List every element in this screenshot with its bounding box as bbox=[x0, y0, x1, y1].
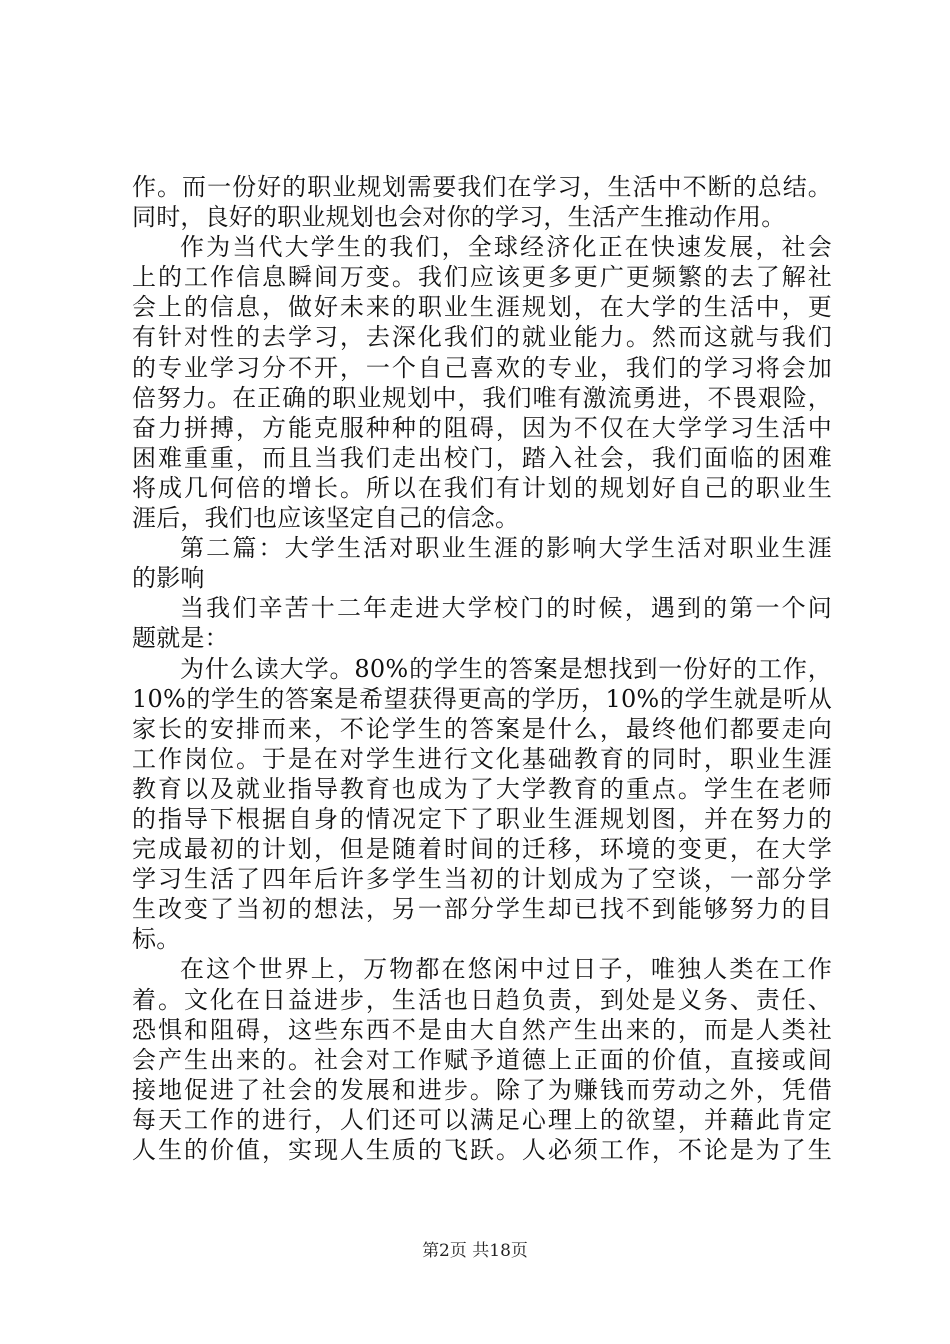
section-heading-line: 的影响 bbox=[132, 564, 205, 593]
text-line: 家长的安排而来，不论学生的答案是什么，最终他们都要走向 bbox=[132, 714, 832, 743]
text-line: 同时，良好的职业规划也会对你的学习，生活产生推动作用。 bbox=[132, 203, 786, 232]
text-line: 上的工作信息瞬间万变。我们应该更多更广更频繁的去了解社 bbox=[132, 263, 832, 292]
page-number-footer: 第2页 共18页 bbox=[422, 1241, 528, 1261]
text-line: 人生的价值，实现人生质的飞跃。人必须工作，不论是为了生 bbox=[132, 1136, 832, 1164]
text-line: 会产生出来的。社会对工作赋予道德上正面的价值，直接或间 bbox=[132, 1045, 832, 1074]
text-line: 学习生活了四年后许多学生当初的计划成为了空谈，一部分学 bbox=[132, 865, 832, 894]
text-line: 倍努力。在正确的职业规划中，我们唯有激流勇进，不畏艰险， bbox=[132, 383, 832, 412]
text-line: 的指导下根据自身的情况定下了职业生涯规划图，并在努力的 bbox=[132, 804, 832, 833]
text-line: 的专业学习分不开，一个自己喜欢的专业，我们的学习将会加 bbox=[132, 353, 832, 382]
text-line: 恐惧和阻碍，这些东西不是由大自然产生出来的，而是人类社 bbox=[132, 1015, 832, 1044]
text-line: 标。 bbox=[132, 925, 181, 954]
text-line: 生改变了当初的想法，另一部分学生却已找不到能够努力的目 bbox=[132, 895, 832, 924]
text-line: 当我们辛苦十二年走进大学校门的时候，遇到的第一个问 bbox=[180, 594, 832, 623]
text-line: 困难重重，而且当我们走出校门，踏入社会，我们面临的困难 bbox=[132, 443, 832, 472]
text-line: 有针对性的去学习，去深化我们的就业能力。然而这就与我们 bbox=[132, 323, 832, 352]
text-line: 涯后，我们也应该坚定自己的信念。 bbox=[132, 504, 520, 533]
text-line: 10%的学生的答案是希望获得更高的学历，10%的学生就是听从 bbox=[132, 684, 832, 713]
text-line: 作。而一份好的职业规划需要我们在学习，生活中不断的总结。 bbox=[132, 173, 832, 201]
text-line: 完成最初的计划，但是随着时间的迁移，环境的变更，在大学 bbox=[132, 835, 832, 864]
text-line: 奋力拼搏，方能克服种种的阻碍，因为不仅在大学学习生活中 bbox=[132, 413, 832, 442]
text-line: 作为当代大学生的我们，全球经济化正在快速发展，社会 bbox=[180, 233, 832, 262]
text-line: 题就是： bbox=[132, 624, 229, 653]
text-line: 接地促进了社会的发展和进步。除了为赚钱而劳动之外，凭借 bbox=[132, 1075, 832, 1104]
body-text bbox=[132, 172, 832, 1165]
text-line: 工作岗位。于是在对学生进行文化基础教育的同时，职业生涯 bbox=[132, 744, 832, 773]
text-line: 将成几何倍的增长。所以在我们有计划的规划好自己的职业生 bbox=[132, 473, 832, 502]
text-line: 着。文化在日益进步，生活也日趋负责，到处是义务、责任、 bbox=[132, 985, 832, 1014]
text-line: 会上的信息，做好未来的职业生涯规划，在大学的生活中，更 bbox=[132, 293, 832, 322]
text-line: 每天工作的进行，人们还可以满足心理上的欲望，并藉此肯定 bbox=[132, 1105, 832, 1134]
text-line: 为什么读大学。80%的学生的答案是想找到一份好的工作， bbox=[180, 654, 832, 683]
section-heading-line: 第二篇：大学生活对职业生涯的影响大学生活对职业生涯 bbox=[180, 534, 832, 563]
text-line: 教育以及就业指导教育也成为了大学教育的重点。学生在老师 bbox=[132, 774, 832, 803]
text-line: 在这个世界上，万物都在悠闲中过日子，唯独人类在工作 bbox=[180, 955, 832, 984]
